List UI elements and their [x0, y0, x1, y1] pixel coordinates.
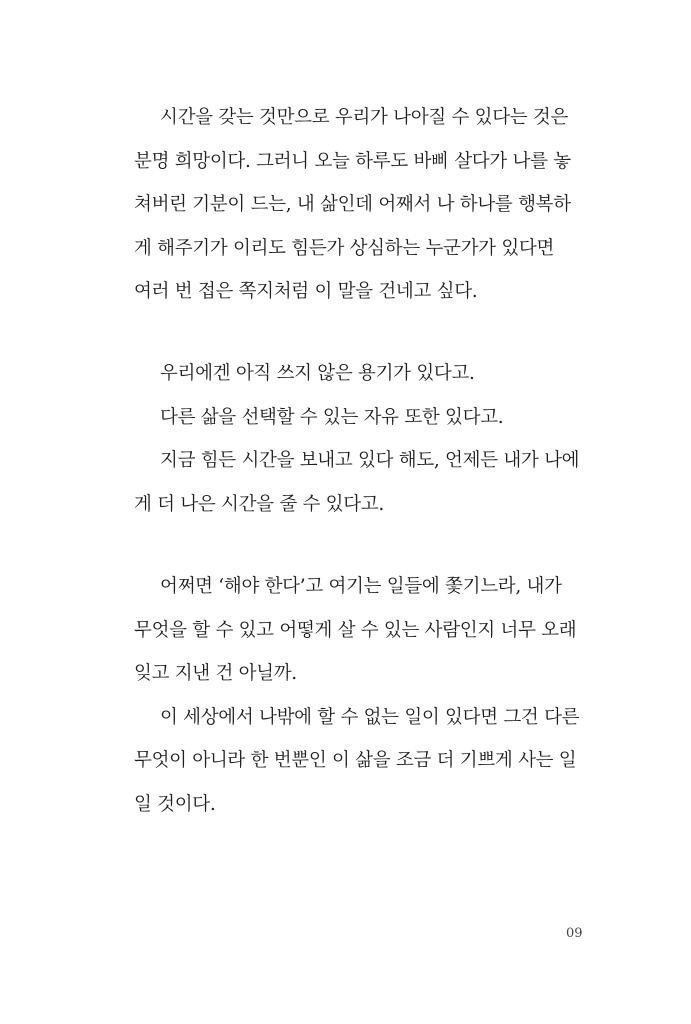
text-line: 쳐버린 기분이 드는, 내 삶인데 어째서 나 하나를 행복하	[134, 194, 571, 215]
page-number: 09	[566, 926, 583, 941]
text-line: 무엇이 아니라 한 번뿐인 이 삶을 조금 더 기쁘게 사는 일	[134, 750, 577, 771]
paragraph-1	[134, 96, 586, 314]
text-line: 게 해주기가 이리도 힘든가 상심하는 누군가가 있다면	[134, 237, 555, 259]
text-line: 다른 삶을 선택할 수 있는 자유 또한 있다고.	[160, 406, 504, 428]
paragraph-2	[134, 352, 586, 526]
text-line: 분명 희망이다. 그러니 오늘 하루도 바삐 살다가 나를 놓	[134, 150, 571, 172]
text-line: 우리에겐 아직 쓰지 않은 용기가 있다고.	[160, 363, 475, 384]
text-line: 시간을 갖는 것만으로 우리가 나아질 수 있다는 것은	[160, 107, 569, 128]
text-line: 지금 힘든 시간을 보내고 있다 해도, 언제든 내가 나에	[160, 450, 580, 471]
text-line: 여러 번 접은 쪽지처럼 이 말을 건네고 싶다.	[134, 281, 478, 302]
text-line: 게 더 나은 시간을 줄 수 있다고.	[134, 493, 384, 515]
text-line: 무엇을 할 수 있고 어떻게 살 수 있는 사람인지 너무 오래	[134, 619, 577, 641]
text-line: 잊고 지낸 건 아닐까.	[134, 663, 297, 684]
paragraph-3	[134, 565, 586, 826]
text-line: 일 것이다.	[134, 793, 216, 815]
text-line: 어쩌면 ‘해야 한다’고 여기는 일들에 쫓기느라, 내가	[160, 576, 562, 597]
text-line: 이 세상에서 나밖에 할 수 없는 일이 있다면 그건 다른	[160, 706, 580, 728]
